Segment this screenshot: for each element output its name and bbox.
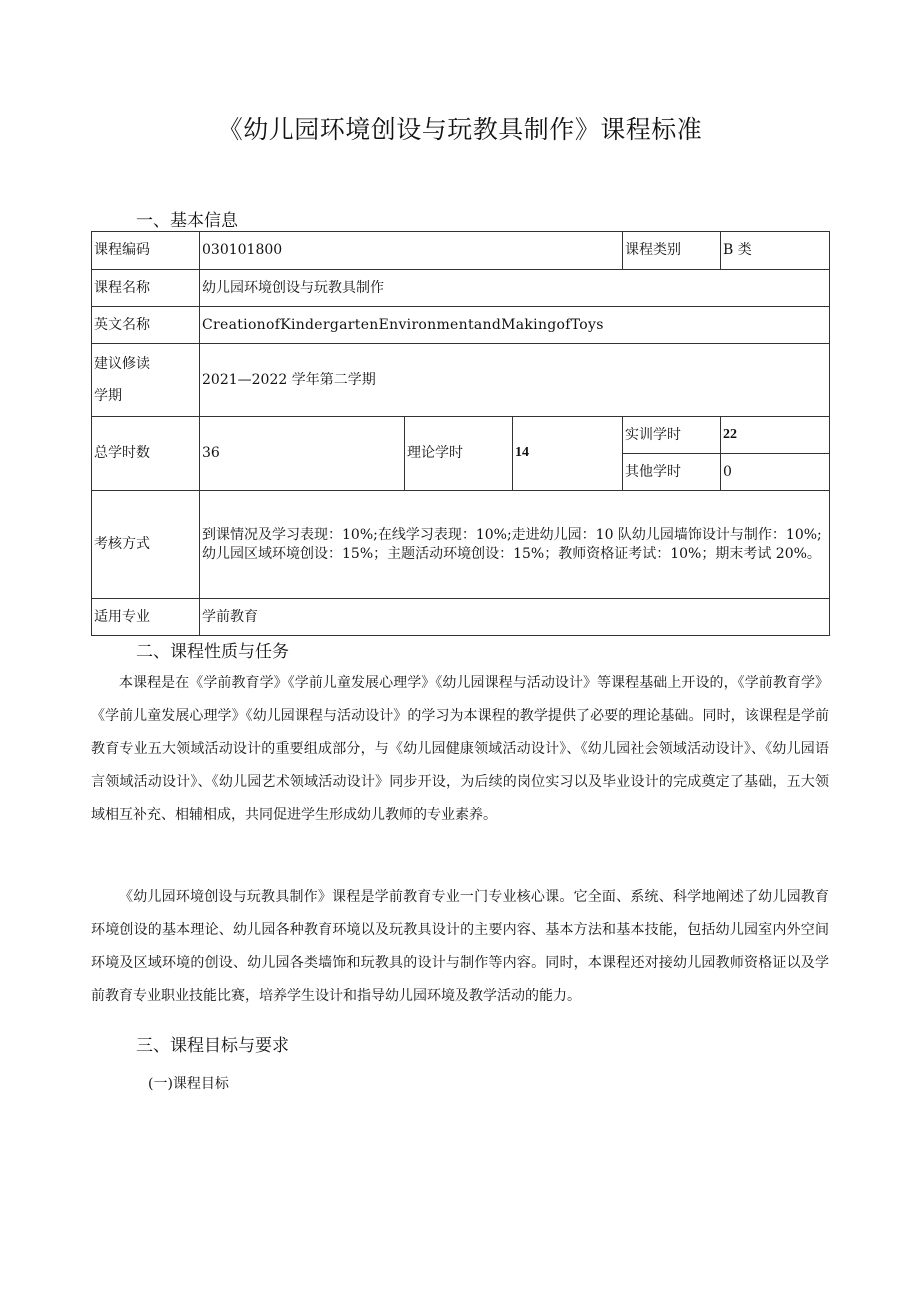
theory-hours-label: 理论学时 bbox=[405, 417, 513, 491]
english-name-label: 英文名称 bbox=[92, 307, 200, 344]
paragraph: 《幼儿园环境创设与玩教具制作》课程是学前教育专业一门专业核心课。它全面、系统、科学地阐述了幼儿园教育环境创设的基本理论、幼儿园各种教育环境以及玩教具设计的主要内容、基本方法和基本技能，包括幼儿园室内外空间环境及区域环境的创设、幼儿园各类墙饰和玩教具的设计与制作等内容。同时，本课程还对接幼儿园教师资格证以及学前教育专业职业技能比赛，培养学生设计和指导幼儿园环境及教学活动的能力。 bbox=[91, 889, 829, 1004]
practice-hours-label: 实训学时 bbox=[623, 417, 721, 454]
paragraph: 本课程是在《学前教育学》《学前儿童发展心理学》《幼儿园课程与活动设计》等课程基础上开设的，《学前教育学》《学前儿童发展心理学》《幼儿园课程与活动设计》的学习为本课程的教学提供了必要的理论基础。同时，该课程是学前教育专业五大领域活动设计的重要组成部分，与《幼儿园健康领域活动设计》、《幼儿园社会领域活动设计》、《幼儿园语言领域活动设计》、《幼儿园艺术领域活动设计》同步开设，为后续的岗位实习以及毕业设计的完成奠定了基础，五大领域相互补充、相辅相成，共同促进学生形成幼儿教师的专业素养。 bbox=[91, 675, 829, 823]
other-hours-value: 0 bbox=[721, 454, 830, 491]
subsection-heading-objectives: (一)课程目标 bbox=[148, 1076, 229, 1092]
assessment-value: 到课情况及学习表现：10%;在线学习表现：10%;走进幼儿园：10 队幼儿园墙饰设计与制作：10%;幼儿园区域环境创设：15%；主题活动环境创设：15%；教师资格证考试：10%；期末考试 20%。 bbox=[200, 491, 830, 599]
practice-hours-value: 22 bbox=[721, 417, 830, 454]
section-heading-objectives: 三、课程目标与要求 bbox=[136, 1036, 289, 1056]
term-label bbox=[92, 344, 200, 417]
course-code-label: 课程编码 bbox=[92, 232, 200, 270]
table-row bbox=[92, 307, 830, 344]
term-value: 2021—2022 学年第二学期 bbox=[200, 344, 830, 417]
course-name-value: 幼儿园环境创设与玩教具制作 bbox=[200, 270, 830, 307]
theory-hours-value: 14 bbox=[513, 417, 623, 491]
table-row bbox=[92, 232, 830, 270]
assessment-label: 考核方式 bbox=[92, 491, 200, 599]
course-type-value: B 类 bbox=[721, 232, 830, 270]
course-name-label: 课程名称 bbox=[92, 270, 200, 307]
term-label-line1: 建议修读 bbox=[94, 356, 150, 372]
basic-info-table bbox=[91, 231, 830, 636]
section-heading-nature-tasks: 二、课程性质与任务 bbox=[136, 642, 289, 662]
course-code-value: 030101800 bbox=[200, 232, 623, 270]
course-type-label: 课程类别 bbox=[623, 232, 721, 270]
table-row bbox=[92, 417, 830, 454]
english-name-value: CreationofKindergartenEnvironmentandMakingofToys bbox=[200, 307, 830, 344]
total-hours-value: 36 bbox=[200, 417, 405, 491]
major-label: 适用专业 bbox=[92, 599, 200, 636]
page-title: 《幼儿园环境创设与玩教具制作》课程标准 bbox=[217, 115, 703, 144]
total-hours-label: 总学时数 bbox=[92, 417, 200, 491]
term-label-line2: 学期 bbox=[94, 388, 122, 404]
table-row bbox=[92, 491, 830, 599]
major-value: 学前教育 bbox=[200, 599, 830, 636]
section-heading-basic-info: 一、基本信息 bbox=[136, 211, 238, 231]
table-row bbox=[92, 270, 830, 307]
table-row bbox=[92, 599, 830, 636]
other-hours-label: 其他学时 bbox=[623, 454, 721, 491]
table-row bbox=[92, 344, 830, 417]
